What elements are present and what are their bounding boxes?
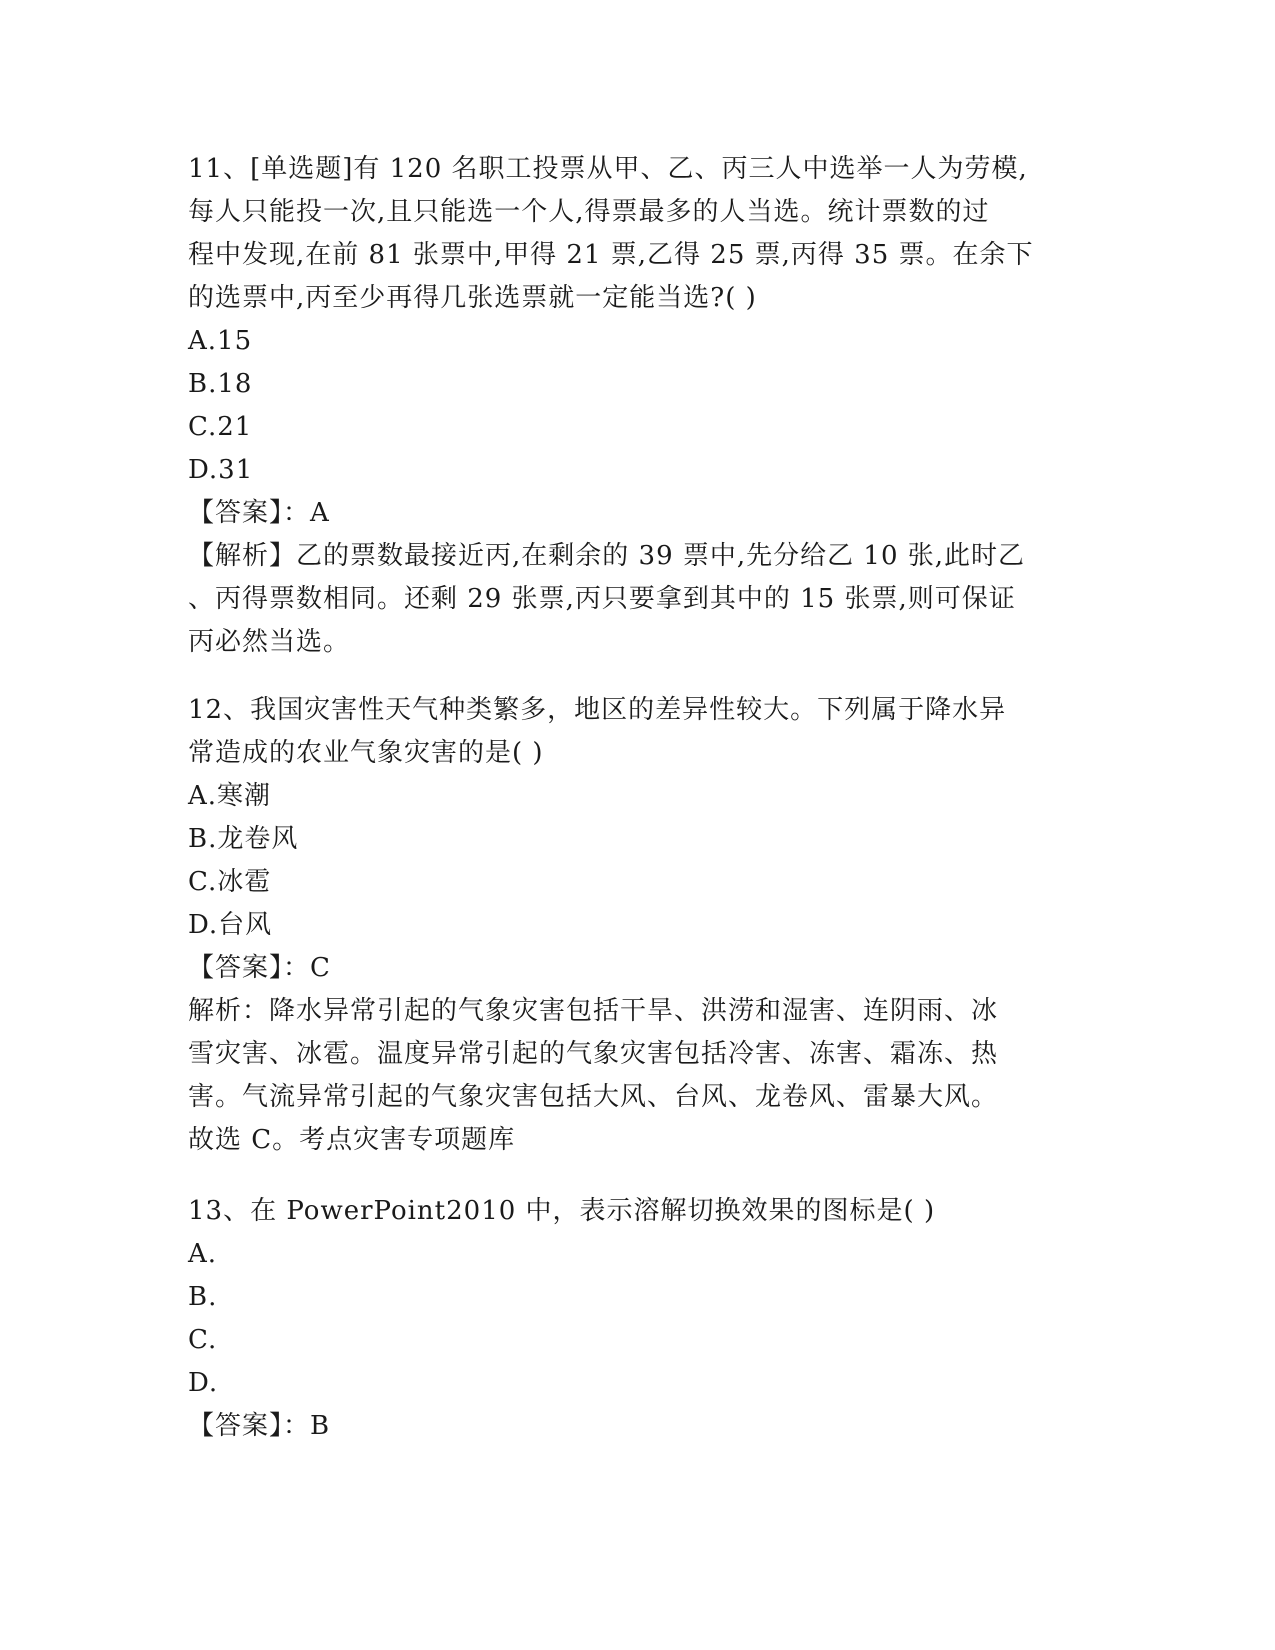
analysis-line: 故选 C。考点灾害专项题库 (188, 1125, 516, 1155)
question-stem-line: 常造成的农业气象灾害的是( ) (188, 738, 544, 768)
option-c: C. (188, 1325, 218, 1355)
answer-line: 【答案】：A (188, 498, 330, 528)
question-stem-line: 12、我国灾害性天气种类繁多，地区的差异性较大。下列属于降水异 (188, 695, 1007, 725)
analysis-line: 、丙得票数相同。还剩 29 张票,丙只要拿到其中的 15 张票,则可保证 (188, 584, 1016, 614)
analysis-line: 解析：降水异常引起的气象灾害包括干旱、洪涝和湿害、连阴雨、冰 (188, 996, 999, 1026)
option-a: A.15 (188, 326, 253, 356)
question-stem-line: 每人只能投一次,且只能选一个人,得票最多的人当选。统计票数的过 (188, 197, 990, 227)
question-12 (188, 689, 1068, 1162)
option-b: B.18 (188, 369, 253, 399)
option-d: D.31 (188, 455, 254, 485)
option-c: C.冰雹 (188, 867, 272, 897)
question-11 (188, 148, 1068, 664)
analysis-line: 雪灾害、冰雹。温度异常引起的气象灾害包括冷害、冻害、霜冻、热 (188, 1039, 999, 1069)
question-stem-line: 11、[单选题]有 120 名职工投票从甲、乙、丙三人中选举一人为劳模, (188, 154, 1028, 184)
option-d: D. (188, 1368, 219, 1398)
option-d: D.台风 (188, 910, 273, 940)
analysis-line: 【解析】乙的票数最接近丙,在剩余的 39 票中,先分给乙 10 张,此时乙 (188, 541, 1026, 571)
analysis-line: 丙必然当选。 (188, 627, 351, 657)
option-c: C.21 (188, 412, 253, 442)
analysis-line: 害。气流异常引起的气象灾害包括大风、台风、龙卷风、雷暴大风。 (188, 1082, 999, 1112)
question-stem-line: 13、在 PowerPoint2010 中，表示溶解切换效果的图标是( ) (188, 1196, 936, 1226)
option-b: B. (188, 1282, 218, 1312)
option-a: A.寒潮 (188, 781, 272, 811)
question-stem-line: 的选票中,丙至少再得几张选票就一定能当选?( ) (188, 283, 757, 313)
option-a: A. (188, 1239, 218, 1269)
question-stem-line: 程中发现,在前 81 张票中,甲得 21 票,乙得 25 票,丙得 35 票。在余下 (188, 240, 1034, 270)
question-13 (188, 1190, 1068, 1448)
option-b: B.龙卷风 (188, 824, 299, 854)
answer-line: 【答案】：B (188, 1411, 331, 1441)
answer-line: 【答案】：C (188, 953, 331, 983)
